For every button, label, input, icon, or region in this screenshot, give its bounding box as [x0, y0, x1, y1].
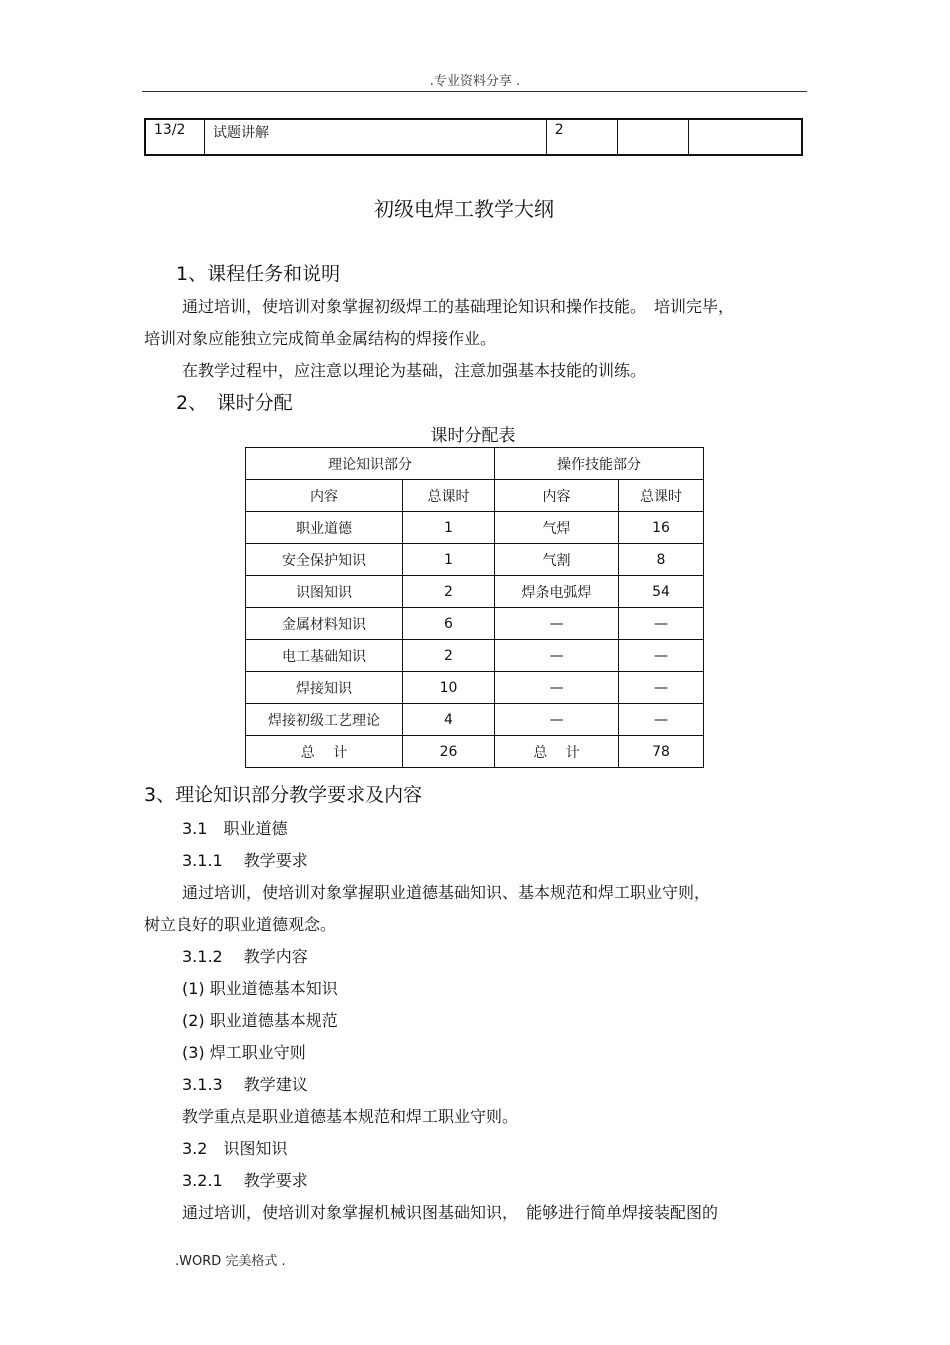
table-cell	[689, 119, 802, 155]
table-cell: 4	[403, 704, 495, 736]
table-cell: —	[619, 640, 704, 672]
table-cell: 2	[403, 576, 495, 608]
table-cell: 气割	[495, 544, 619, 576]
section-heading: 2、 课时分配	[176, 392, 293, 414]
previous-table-row	[144, 118, 803, 156]
table-cell: 10	[403, 672, 495, 704]
table-row	[246, 672, 704, 704]
table-cell: 焊接知识	[246, 672, 403, 704]
list-item: (2) 职业道德基本规范	[182, 1011, 338, 1030]
table-cell: —	[495, 704, 619, 736]
table-cell: 焊接初级工艺理论	[246, 704, 403, 736]
table-cell: 电工基础知识	[246, 640, 403, 672]
table-cell: 78	[619, 736, 704, 768]
table-cell: 54	[619, 576, 704, 608]
table-row	[246, 576, 704, 608]
page-footer: .WORD 完美格式 .	[175, 1254, 286, 1269]
table-cell: 13/2	[145, 119, 204, 155]
table-cell: 6	[403, 608, 495, 640]
subsection-heading: 3.2 识图知识	[182, 1139, 288, 1158]
section-heading: 3、理论知识部分教学要求及内容	[144, 784, 423, 806]
table-cell: —	[619, 608, 704, 640]
paragraph: 树立良好的职业道德观念。	[144, 915, 337, 934]
column-header: 总课时	[403, 480, 495, 512]
table-cell: 识图知识	[246, 576, 403, 608]
column-header: 内容	[246, 480, 403, 512]
header-divider	[142, 91, 807, 92]
table-cell: —	[495, 640, 619, 672]
table-cell: 试题讲解	[204, 119, 546, 155]
document-title: 初级电焊工教学大纲	[374, 197, 554, 221]
subsection-heading: 3.1.2 教学内容	[182, 947, 308, 966]
column-header: 总课时	[619, 480, 704, 512]
table-cell: 气焊	[495, 512, 619, 544]
table-cell: 安全保护知识	[246, 544, 403, 576]
list-item: (3) 焊工职业守则	[182, 1043, 306, 1062]
table-cell: 职业道德	[246, 512, 403, 544]
paragraph: 培训对象应能独立完成简单金属结构的焊接作业。	[144, 329, 497, 348]
subsection-heading: 3.1.3 教学建议	[182, 1075, 308, 1094]
table-cell: —	[619, 704, 704, 736]
table-cell: 16	[619, 512, 704, 544]
paragraph: 通过培训，使培训对象掌握机械识图基础知识， 能够进行简单焊接装配图的	[182, 1203, 719, 1222]
table-row	[246, 544, 704, 576]
paragraph: 在教学过程中，应注意以理论为基础，注意加强基本技能的训练。	[182, 361, 647, 380]
table-cell: 总 计	[495, 736, 619, 768]
group-header: 操作技能部分	[495, 448, 704, 480]
table-cell: 总 计	[246, 736, 403, 768]
table-cell: —	[619, 672, 704, 704]
table-row	[246, 512, 704, 544]
table-cell: 8	[619, 544, 704, 576]
subsection-heading: 3.1.1 教学要求	[182, 851, 308, 870]
table-row	[246, 704, 704, 736]
table-row	[246, 608, 704, 640]
table-cell: 2	[403, 640, 495, 672]
table-caption: 课时分配表	[430, 426, 516, 446]
table-cell: 1	[403, 544, 495, 576]
hours-table	[245, 447, 704, 768]
paragraph: 通过培训，使培训对象掌握初级焊工的基础理论知识和操作技能。 培训完毕，	[182, 297, 735, 316]
table-cell: 2	[546, 119, 617, 155]
table-cell: 1	[403, 512, 495, 544]
section-heading: 1、课程任务和说明	[176, 263, 341, 285]
column-header: 内容	[495, 480, 619, 512]
page-header: .专业资料分享 .	[429, 74, 521, 89]
table-cell: —	[495, 672, 619, 704]
list-item: (1) 职业道德基本知识	[182, 979, 338, 998]
subsection-heading: 3.1 职业道德	[182, 819, 288, 838]
table-cell: 焊条电弧焊	[495, 576, 619, 608]
table-cell: 26	[403, 736, 495, 768]
group-header: 理论知识部分	[246, 448, 495, 480]
paragraph: 通过培训，使培训对象掌握职业道德基础知识、基本规范和焊工职业守则，	[182, 883, 711, 902]
table-cell: —	[495, 608, 619, 640]
paragraph: 教学重点是职业道德基本规范和焊工职业守则。	[182, 1107, 519, 1126]
subsection-heading: 3.2.1 教学要求	[182, 1171, 308, 1190]
table-total-row	[246, 736, 704, 768]
table-cell	[617, 119, 689, 155]
table-row	[246, 640, 704, 672]
table-cell: 金属材料知识	[246, 608, 403, 640]
